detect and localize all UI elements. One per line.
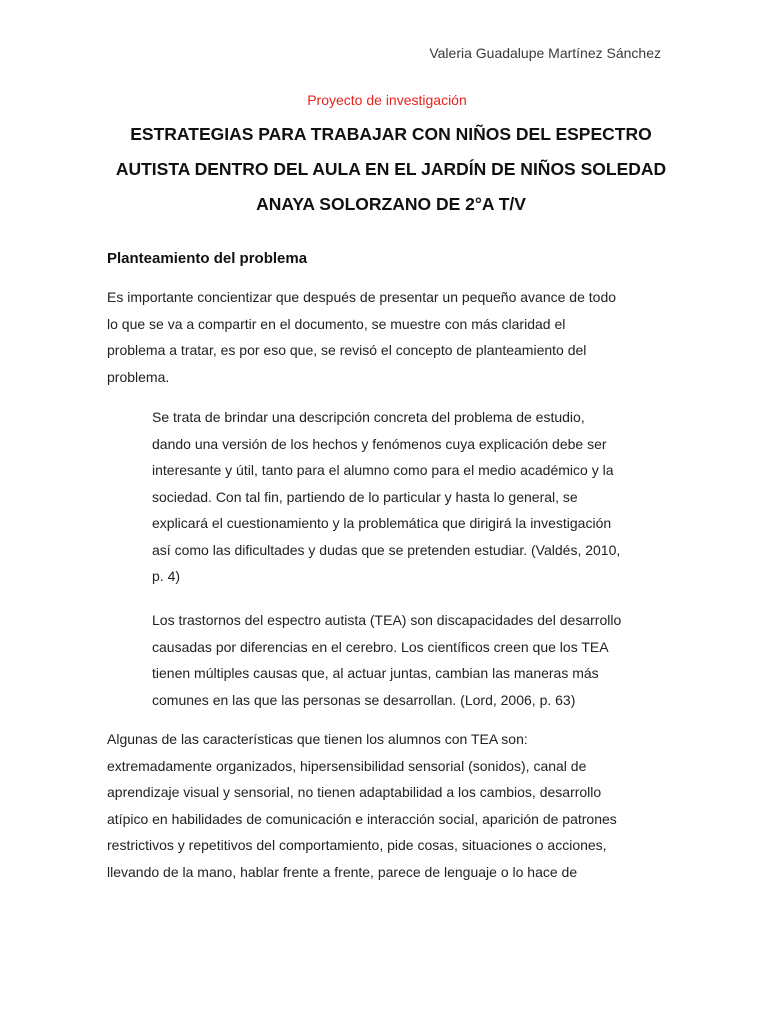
text-line: lo que se va a compartir en el documento, se muestre con más claridad el [107, 315, 566, 332]
text-line: explicará el cuestionamiento y la problemática que dirigirá la investigación [152, 515, 612, 531]
text-line: así como las dificultades y dudas que se pretenden estudiar. (Valdés, 2010, [152, 541, 621, 558]
block-quote-valdes [152, 404, 667, 590]
text-line: p. 4) [152, 568, 181, 584]
text-line: Algunas de las características que tienen los alumnos con TEA son: [107, 731, 528, 747]
text-line: problema a tratar, es por eso que, se revisó el concepto de planteamiento del [107, 342, 587, 358]
text-line: aprendizaje visual y sensorial, no tienen adaptabilidad a los cambios, desarrollo [107, 784, 602, 800]
text-line: comunes en las que las personas se desarrollan. (Lord, 2006, p. 63) [152, 691, 576, 708]
section-heading: Planteamiento del problema [107, 250, 308, 267]
author-name: Valeria Guadalupe Martínez Sánchez [429, 45, 661, 61]
block-quote-lord [152, 607, 667, 713]
title-line: AUTISTA DENTRO DEL AULA EN EL JARDÍN DE NIÑOS SOLEDAD [115, 159, 667, 179]
text-line: tienen múltiples causas que, al actuar juntas, cambian las maneras más [152, 665, 599, 681]
body-paragraph [107, 726, 667, 885]
text-line: problema. [107, 368, 170, 385]
text-line: sociedad. Con tal fin, partiendo de lo particular y hasta lo general, se [152, 488, 578, 505]
text-line: Es importante concientizar que después de presentar un pequeño avance de todo [107, 289, 617, 305]
text-line: extremadamente organizados, hipersensibilidad sensorial (sonidos), canal de [107, 757, 587, 774]
text-line: interesante y útil, tanto para el alumno como para el medio académico y la [152, 462, 614, 478]
text-line: dando una versión de los hechos y fenómenos cuya explicación debe ser [152, 435, 607, 452]
document-title [92, 117, 690, 222]
text-line: Se trata de brindar una descripción concreta del problema de estudio, [152, 409, 585, 425]
title-line: ESTRATEGIAS PARA TRABAJAR CON NIÑOS DEL ESPECTRO [130, 124, 652, 144]
text-line: restrictivos y repetitivos del comportamiento, pide cosas, situaciones o acciones, [107, 837, 607, 853]
intro-paragraph [107, 284, 667, 390]
text-line: Los trastornos del espectro autista (TEA) son discapacidades del desarrollo [152, 612, 622, 628]
title-line: ANAYA SOLORZANO DE 2°A T/V [256, 194, 526, 214]
text-line: causadas por diferencias en el cerebro. Los científicos creen que los TEA [152, 638, 609, 655]
text-line: atípico en habilidades de comunicación e interacción social, aparición de patrones [107, 810, 617, 827]
text-line: llevando de la mano, hablar frente a frente, parece de lenguaje o lo hace de [107, 863, 578, 880]
project-label: Proyecto de investigación [307, 92, 467, 108]
